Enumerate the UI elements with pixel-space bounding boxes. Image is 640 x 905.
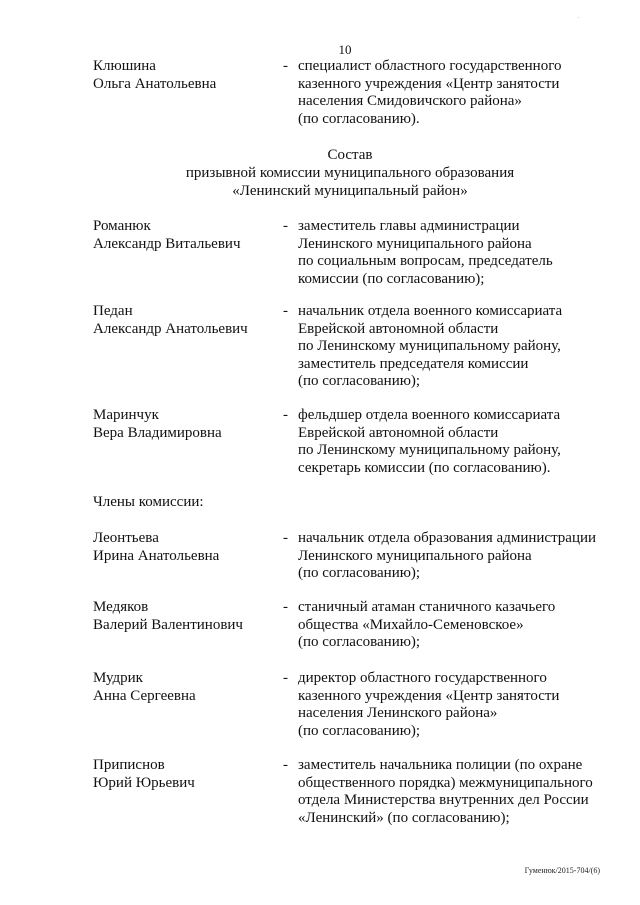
section-heading-title: Состав [327, 147, 373, 163]
section-heading-line2: призывной комиссии муниципального образования [185, 165, 515, 181]
position-description: заместитель главы администрации Ленинского муниципального района по социальным вопросам, председатель комиссии (по согласованию); [298, 218, 553, 287]
corner-mark: · [577, 14, 580, 22]
document-footer-reference: Гуменюк/2015-704/(6) [524, 866, 600, 875]
position-description: станичный атаман станичного казачьего общества «Михайло-Семеновское» (по согласованию); [298, 599, 556, 650]
dash: - [283, 303, 288, 319]
dash: - [283, 407, 288, 423]
position-description: начальник отдела военного комиссариата Еврейской автономной области по Ленинскому муниципальному району, заместитель председателя комиссии (по согласованию); [298, 303, 563, 389]
person-name: Леонтьева Ирина Анатольевна [93, 530, 220, 564]
position-description: заместитель начальника полиции (по охране общественного порядка) межмуниципального отдела Министерства внутренних дел России «Ленинский» (по согласованию); [298, 757, 593, 826]
dash: - [283, 757, 288, 773]
position-description: директор областного государственного казенного учреждения «Центр занятости населения Ленинского района» (по согласованию); [298, 670, 560, 739]
position-description: фельдшер отдела военного комиссариата Еврейской автономной области по Ленинскому муниципальному району, секретарь комиссии (по согласованию). [298, 407, 561, 476]
person-name: Клюшина Ольга Анатольевна [93, 58, 217, 92]
dash: - [283, 670, 288, 686]
position-description: специалист областного государственного казенного учреждения «Центр занятости населения Смидовичского района» (по согласованию). [298, 58, 562, 127]
page-number: 10 [338, 42, 352, 57]
members-label: Члены комиссии: [93, 494, 204, 510]
person-name: Маринчук Вера Владимировна [93, 407, 222, 441]
person-name: Романюк Александр Витальевич [93, 218, 241, 252]
person-name: Припиcнов Юрий Юрьевич [93, 757, 195, 791]
dash: - [283, 218, 288, 234]
dash: - [283, 599, 288, 615]
dash: - [283, 58, 288, 74]
dash: - [283, 530, 288, 546]
position-description: начальник отдела образования администрации Ленинского муниципального района (по согласованию); [298, 530, 597, 581]
person-name: Педан Александр Анатольевич [93, 303, 248, 337]
person-name: Медяков Валерий Валентинович [93, 599, 243, 633]
section-heading-line3: «Ленинский муниципальный район» [232, 183, 468, 199]
person-name: Мудрик Анна Сергеевна [93, 670, 196, 704]
